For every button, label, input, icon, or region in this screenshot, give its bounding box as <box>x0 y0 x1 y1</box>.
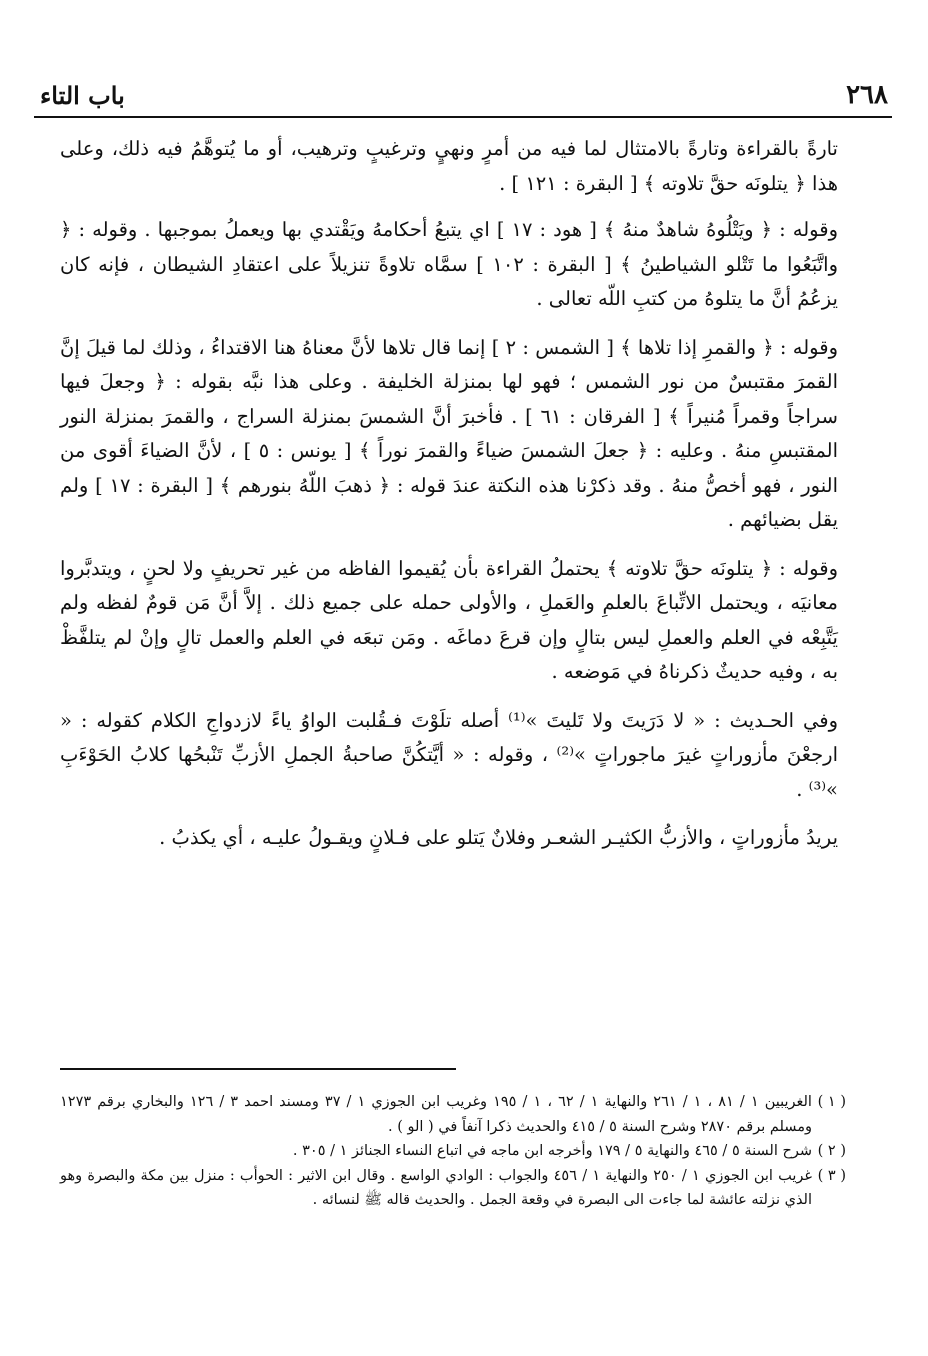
footnote-3 <box>60 1164 846 1213</box>
paragraph-3: وقوله : ﴿ والقمرِ إذا تلاها ﴾ [ الشمس : ٢ ] إنما قال تلاها لأنَّ معناهُ هنا الاقتداءُ ، وذلك لما قيلَ إنَّ القمرَ مقتبسٌ من نور الشمس ؛ فهو لها بمنزلة الخليفة . وعلى هذا نبَّه بقوله : ﴿ وجعلَ فيها سراجاً وقمراً مُنيراً ﴾ [ الفرقان : ٦١ ] . فأخبرَ أنَّ الشمسَ بمنزلة السراج ، والقمرَ بمنزلة النور المقتبسِ منهُ . وعليه : ﴿ جعلَ الشمسَ ضياءً والقمرَ نوراً ﴾ [ يونس : ٥ ] ، لأنَّ الضياءَ أقوى من النور ، فهو أخصُّ منهُ . وقد ذكرْنا هذه النكتة عندَ قوله : ﴿ ذهبَ اللّهُ بنورهم ﴾ [ البقرة : ١٧ ] ولم يقل بضيائهم . <box>60 335 839 531</box>
main-text <box>60 132 838 870</box>
footnote-text: الغريبين ١ / ٨١ ، ١ / ٢٦١ والنهاية ١ / ٦٢ ، ١ / ١٩٥ وغريب ابن الجوزي ١ / ٣٧ ومسند احمد ٣ / ١٢٦ والبخاري برقم ١٢٧٣ ومسلم برقم ٢٨٧٠ وشرح السنة ٥ / ٤١٥ والحديث ذكرا آنفاً في ( الو ) . <box>60 1094 812 1135</box>
paragraph-5: وفي الحـديث : « لا دَرَيتَ ولا تَليتَ »⁽¹⁾ أصله تلَوْتَ فـقُلبت الواوُ ياءً لازدواجِ الكلام كقوله : « ارجعْنَ مأزوراتٍ غيرَ ماجوراتٍ »⁽²⁾ ، وقوله : « أيَّتكُنَّ صاحبةُ الجملِ الأزبِّ تَنْبحُها كلابُ الحَوْءَبِ »⁽³⁾ . <box>60 708 839 801</box>
footnote-text: شرح السنة ٥ / ٤٦٥ والنهاية ٥ / ١٧٩ وأخرجه ابن ماجه في اتباع النساء الجنائز ١ / ٣٠٥ . <box>292 1143 812 1159</box>
footnote-2 <box>60 1139 846 1164</box>
paragraph-2: وقوله : ﴿ ويَتْلُوهُ شاهدٌ منهُ ﴾ [ هود : ١٧ ] اي يتبعُ أحكامهُ ويَقْتدي بها ويعملُ بموجبها . وقوله : ﴿ واتَّبَعُوا ما تَتْلو الشياطينُ ﴾ [ البقرة : ١٠٢ ] سمَّاه تلاوةً تنزيلاً على اعتقادِ الشيطان ، فإنه كان يزعُمُ أنَّ ما يتلوهُ من كتبِ اللّه تعالى . <box>60 218 838 310</box>
page-number: ٢٦٨ <box>846 80 888 110</box>
footnotes <box>60 1090 846 1213</box>
page-header <box>40 70 888 110</box>
footnote-1 <box>60 1090 846 1139</box>
footnote-text: غريب ابن الجوزي ١ / ٢٥٠ والنهاية ١ / ٤٥٦ والجواب : الوادي الواسع . وقال ابن الاثير : الحوأب : منزل بين مكة والبصرة وهو الذي نزلته عائشة لما جاءت الى البصرة في وقعة الجمل . والحديث قاله ﷺ لنسائه . <box>60 1167 812 1208</box>
footnote-number: ( ٢ ) <box>817 1143 846 1159</box>
paragraph-4: وقوله : ﴿ يتلونَه حقَّ تلاوته ﴾ يحتملُ القراءة بأن يُقيموا الفاظه من غير تحريفٍ ولا لحنٍ ، ويتدبَّروا معانيَه ، ويحتمل الاتِّباعَ بالعلمِ والعَملِ ، والأولى حمله على جميع ذلك . إلاَّ أنَّ مَن قومٌ لفظه ولم يَتَّبِعْه في العلم والعملِ ليس بتالٍ وإن قرعَ دماغَه . ومَن تبعَه في العلم والعمل تالٍ وإنْ لم يتلفَّظْ به ، وفيه حديثٌ ذكرناهُ في مَوضعه . <box>60 556 838 683</box>
section-title: باب التاء <box>40 81 125 110</box>
header-divider <box>34 116 892 118</box>
footnote-number: ( ١ ) <box>817 1094 846 1110</box>
paragraph-6: يريدُ مأزوراتٍ ، والأزبُّ الكثيـر الشعـر وفلانٌ يَتلو على فـلانٍ ويقـولُ عليـه ، أي يكذبُ . <box>159 826 838 849</box>
footnote-divider <box>60 1068 456 1070</box>
paragraph-1: تارةً بالقراءة وتارةً بالامتثال لما فيه من أمرٍ ونهيٍ وترغيبٍ وترهيب، أو ما يُتوهَّمُ فيه ذلك، وعلى هذا ﴿ يتلونَه حقَّ تلاوته ﴾ [ البقرة : ١٢١ ] . <box>60 137 838 195</box>
footnote-number: ( ٣ ) <box>817 1167 846 1184</box>
